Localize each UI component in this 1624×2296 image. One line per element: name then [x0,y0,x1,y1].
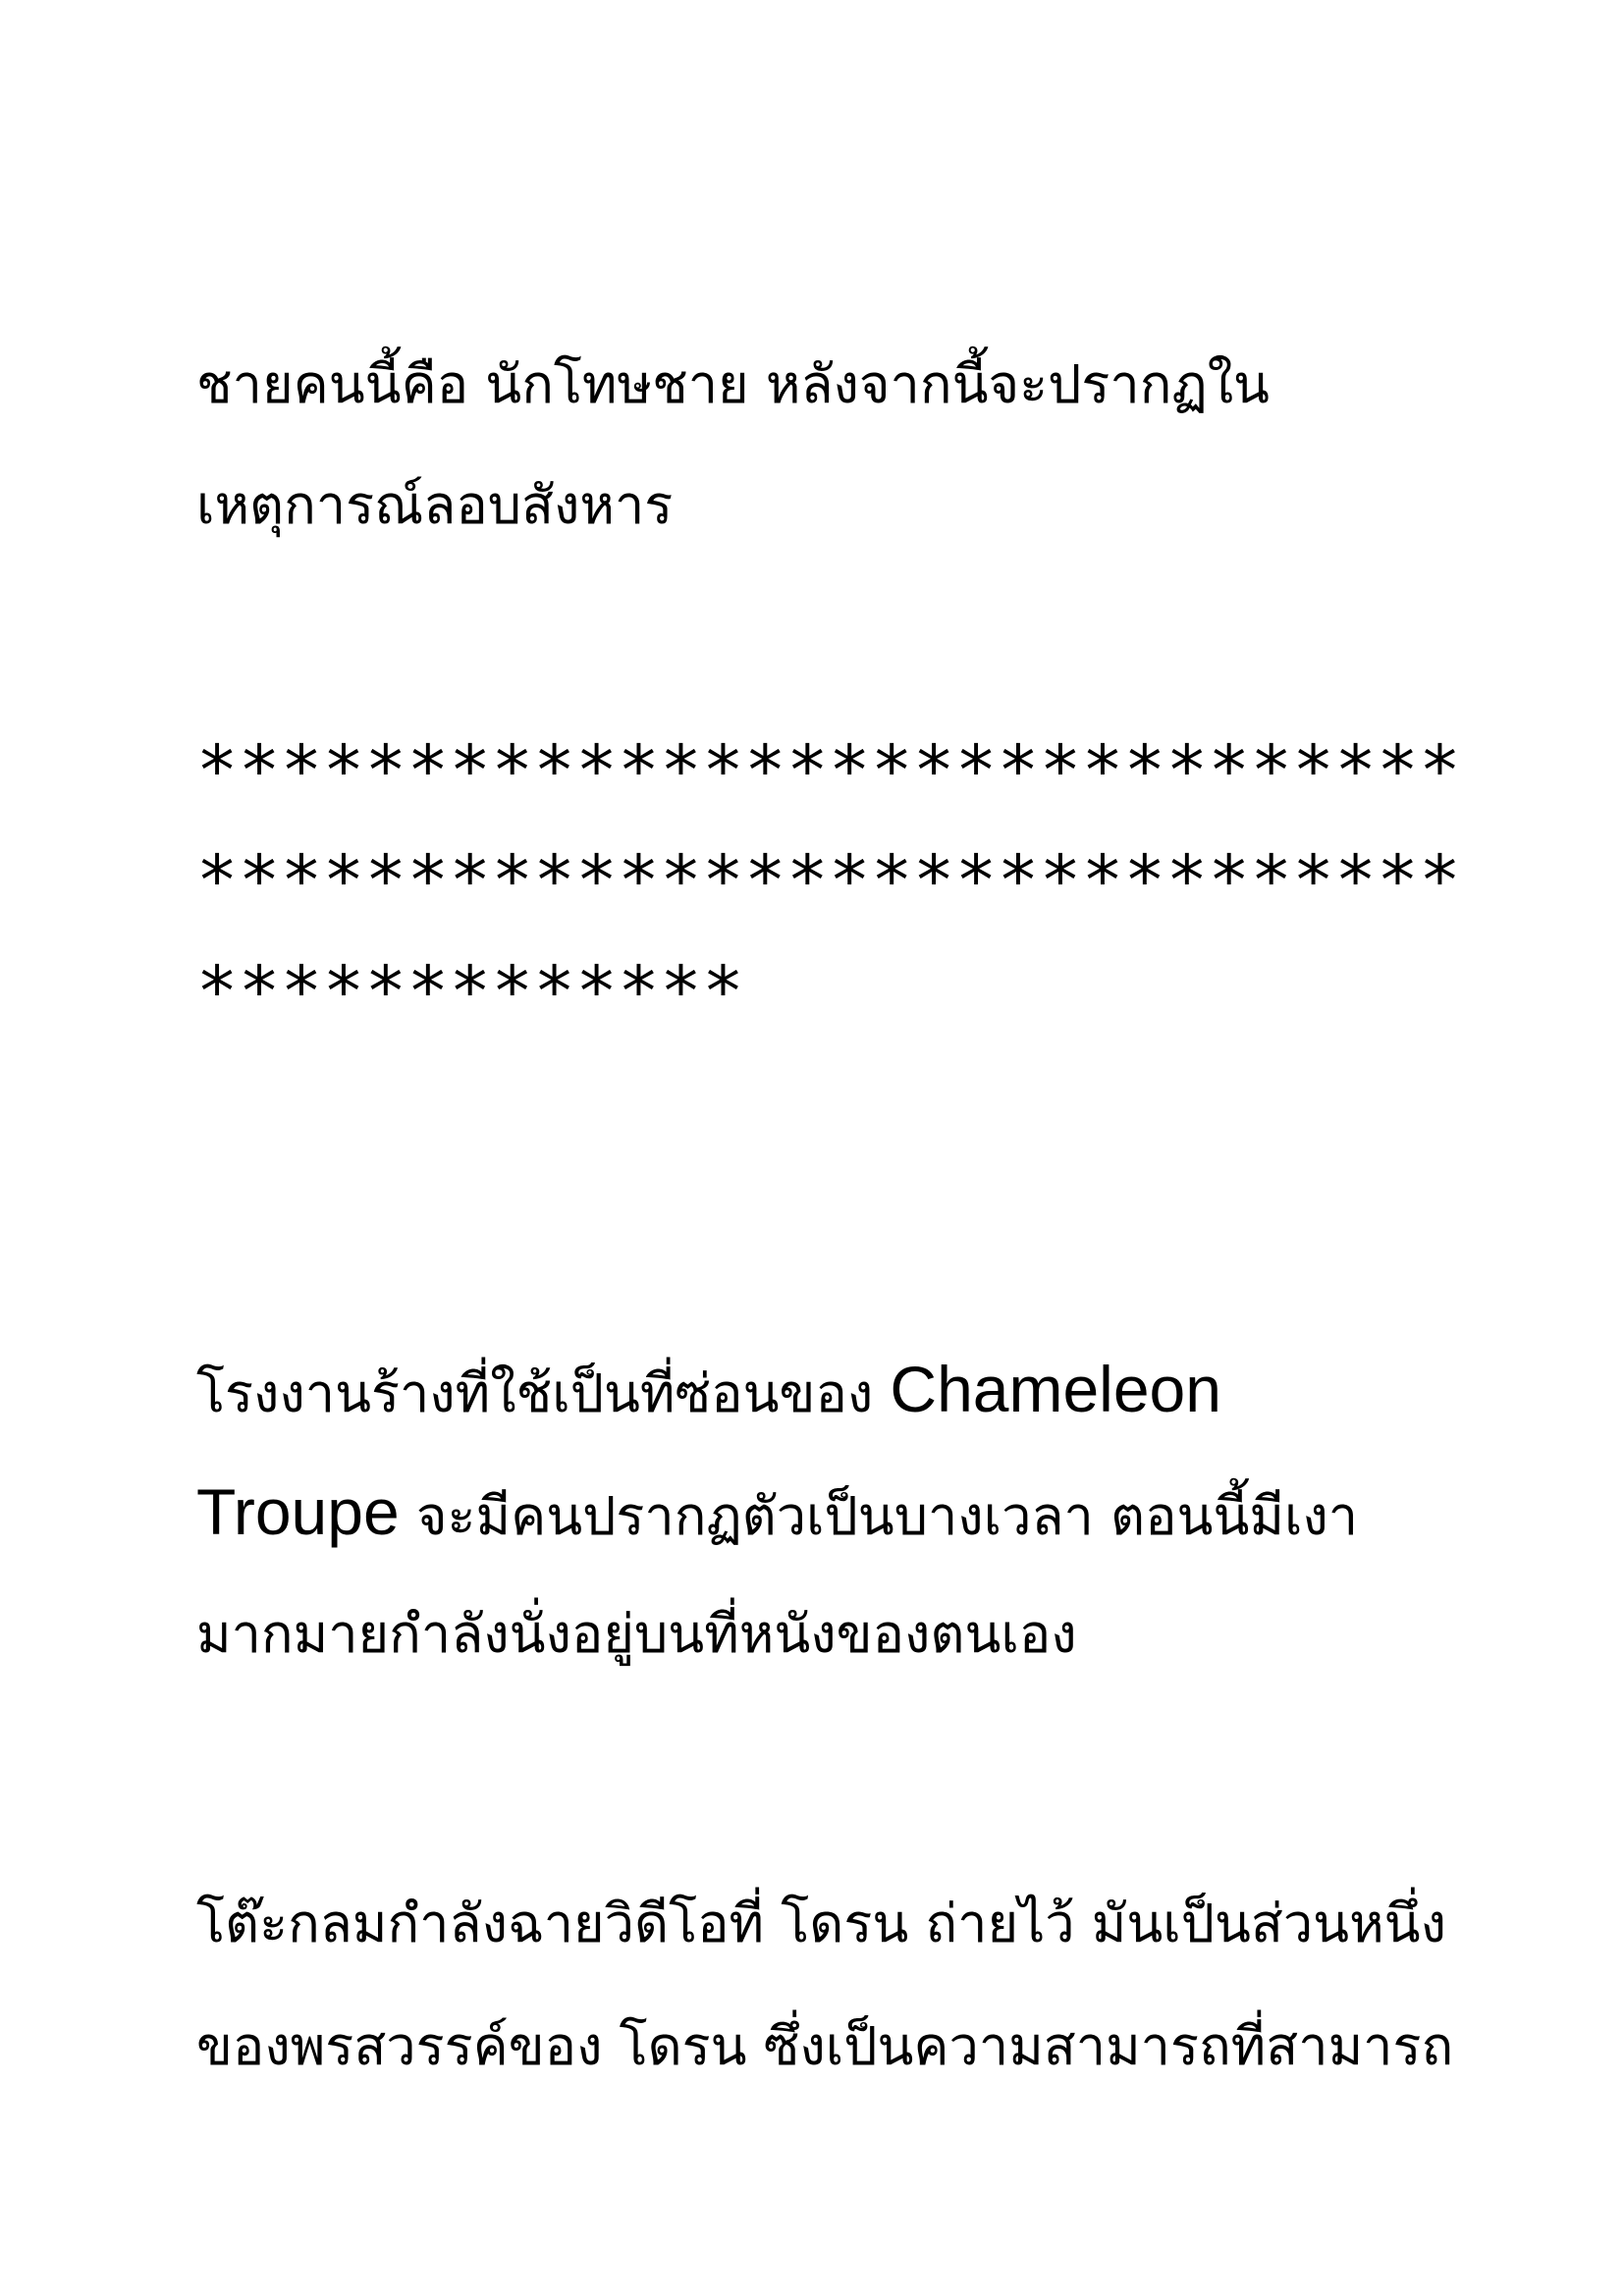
paragraph-1-line-1: ชายคนนี้คือ นักโทษชาย หลังจากนี้จะปรากฏใน [196,353,1270,415]
paragraph-2-line-1-thai: โรงงานร้างที่ใช้เป็นที่ซ่อนของ [196,1362,891,1424]
paragraph-3-line-2: ของพรสวรรค์ของ โดรน ซึ่งเป็นความสามารถที่สามารถ [196,2015,1454,2077]
paragraph-2-line-1-latin: Chameleon [890,1353,1221,1425]
separator-line-3: ************* [196,951,745,1032]
paragraph-1-line-2: เหตุการณ์ลอบสังหาร [196,474,674,536]
paragraph-2-line-1 [196,1355,1221,1423]
separator-line-1: ****************************** [196,730,1462,811]
separator-line-2: ****************************** [196,840,1462,921]
paragraph-2-line-2-thai: จะมีคนปรากฏตัวเป็นบางเวลา ตอนนี้มีเงา [399,1485,1359,1547]
paragraph-3-line-1: โต๊ะกลมกำลังฉายวิดีโอที่ โดรน ถ่ายไว้ มันเป็นส่วนหนึ่ง [196,1893,1446,1954]
paragraph-2-line-2 [196,1477,1358,1546]
paragraph-2-line-2-latin: Troupe [196,1475,400,1548]
paragraph-2-line-3: มากมายกำลังนั่งอยู่บนที่หนังของตนเอง [196,1603,1077,1665]
